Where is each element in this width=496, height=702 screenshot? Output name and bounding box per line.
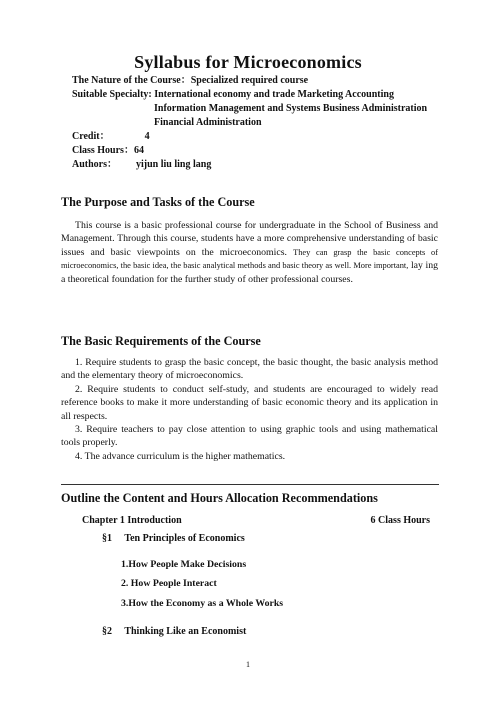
credit-label: Credit：: [72, 131, 110, 142]
requirement-item-3: 3. Require teachers to pay close attention to using graphic tools and using mathematical tools properly.: [61, 424, 438, 449]
chapter-1-row: [82, 515, 430, 526]
outline-item-1: 1.How People Make Decisions: [121, 559, 247, 570]
authors-value: yijun liu ling lang: [136, 159, 212, 170]
credit-row: [72, 130, 150, 144]
requirement-item-2: 2. Require students to conduct self-study, and students are encouraged to widely read reference books to make it more understanding of basic economic theory and its application in all respects.: [61, 384, 438, 422]
outline-heading: Outline the Content and Hours Allocation Recommendations: [61, 491, 378, 505]
purpose-text-main: This course is a basic professional course for undergraduate in the School of Business and Management. Through this course, students have a more comprehensive understanding of basic issues and basic viewpoints on the microeconomics.: [61, 220, 438, 258]
section-2-title: Thinking Like an Economist: [124, 626, 247, 637]
suitable-specialty-line-3: Financial Administration: [154, 117, 262, 128]
course-nature: The Nature of the Course：Specialized required course: [72, 75, 309, 86]
section-2-number: §2: [102, 626, 112, 637]
suitable-specialty-line-2: Information Management and Systems Business Administration: [154, 103, 428, 114]
suitable-specialty-line-1: Suitable Specialty: International economy and trade Marketing Accounting: [72, 89, 394, 100]
outline-item-3: 3.How the Economy as a Whole Works: [121, 598, 284, 609]
section-2-row: [102, 626, 246, 637]
section-1-title: Ten Principles of Economics: [124, 533, 245, 544]
outline-item-2: 2. How People Interact: [121, 578, 217, 589]
authors-label: Authors：: [72, 159, 118, 170]
credit-value: 4: [144, 131, 150, 142]
authors-row: [72, 158, 211, 172]
page-number: 1: [246, 660, 250, 669]
purpose-text-tail: lay ing a theoretical foundation for the further study of other professional courses.: [61, 260, 439, 285]
section-1-row: [102, 533, 245, 544]
purpose-text-small: They can grasp the basic concepts of microeconomics, the basic idea, the basic analytical methods and basic theory as well. More important,: [61, 247, 438, 271]
section-divider: [61, 484, 439, 485]
chapter-1-hours: 6 Class Hours: [370, 515, 430, 526]
purpose-heading: The Purpose and Tasks of the Course: [61, 195, 255, 209]
class-hours: Class Hours：64: [72, 145, 144, 156]
requirements-heading: The Basic Requirements of the Course: [61, 334, 261, 348]
section-1-number: §1: [102, 533, 112, 544]
purpose-paragraph: [61, 219, 438, 286]
document-title: Syllabus for Microeconomics: [134, 52, 362, 72]
requirement-item-1: 1. Require students to grasp the basic concept, the basic thought, the basic analysis method and the elementary theory of microeconomics.: [61, 357, 438, 382]
requirement-item-4: 4. The advance curriculum is the higher mathematics.: [75, 451, 286, 462]
chapter-1-label: Chapter 1 Introduction: [82, 515, 182, 526]
